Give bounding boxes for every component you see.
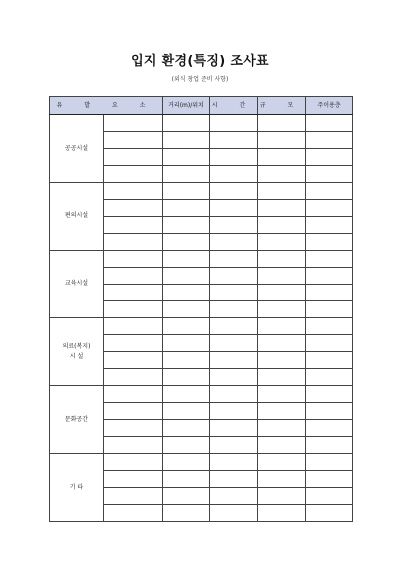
- entry-cell[interactable]: [210, 487, 258, 504]
- entry-cell[interactable]: [210, 301, 258, 318]
- entry-cell[interactable]: [104, 420, 163, 437]
- entry-cell[interactable]: [104, 352, 163, 369]
- entry-cell[interactable]: [210, 335, 258, 352]
- entry-cell[interactable]: [210, 284, 258, 301]
- entry-cell[interactable]: [210, 318, 258, 335]
- entry-cell[interactable]: [306, 250, 353, 267]
- entry-cell[interactable]: [104, 284, 163, 301]
- entry-cell[interactable]: [163, 487, 210, 504]
- entry-cell[interactable]: [306, 148, 353, 165]
- entry-cell[interactable]: [306, 403, 353, 420]
- entry-cell[interactable]: [210, 352, 258, 369]
- category-label-public: 공공시설: [50, 115, 104, 183]
- entry-cell[interactable]: [306, 115, 353, 132]
- entry-cell[interactable]: [258, 165, 306, 182]
- entry-cell[interactable]: [163, 148, 210, 165]
- entry-cell[interactable]: [306, 318, 353, 335]
- entry-cell[interactable]: [258, 437, 306, 454]
- entry-cell[interactable]: [104, 148, 163, 165]
- table-header-row: [50, 97, 353, 115]
- category-label-other: 기 타: [50, 454, 104, 522]
- entry-cell[interactable]: [258, 284, 306, 301]
- entry-cell[interactable]: [306, 369, 353, 386]
- table-row: [50, 250, 353, 267]
- entry-cell[interactable]: [306, 335, 353, 352]
- entry-cell[interactable]: [163, 504, 210, 521]
- entry-cell[interactable]: [210, 267, 258, 284]
- entry-cell[interactable]: [210, 471, 258, 488]
- entry-cell[interactable]: [163, 471, 210, 488]
- entry-cell[interactable]: [163, 386, 210, 403]
- entry-cell[interactable]: [210, 165, 258, 182]
- category-label-medical: 의료(복지) 시 설: [50, 318, 104, 386]
- entry-cell[interactable]: [306, 471, 353, 488]
- entry-cell[interactable]: [163, 131, 210, 148]
- entry-cell[interactable]: [258, 454, 306, 471]
- entry-cell[interactable]: [163, 216, 210, 233]
- entry-cell[interactable]: [163, 403, 210, 420]
- entry-cell[interactable]: [210, 504, 258, 521]
- entry-cell[interactable]: [163, 233, 210, 250]
- entry-cell[interactable]: [258, 148, 306, 165]
- entry-cell[interactable]: [306, 199, 353, 216]
- entry-cell[interactable]: [210, 403, 258, 420]
- entry-cell[interactable]: [258, 182, 306, 199]
- entry-cell[interactable]: [306, 454, 353, 471]
- entry-cell[interactable]: [258, 471, 306, 488]
- entry-cell[interactable]: [258, 301, 306, 318]
- entry-cell[interactable]: [210, 115, 258, 132]
- entry-cell[interactable]: [258, 403, 306, 420]
- entry-cell[interactable]: [104, 267, 163, 284]
- entry-cell[interactable]: [163, 165, 210, 182]
- entry-cell[interactable]: [104, 437, 163, 454]
- category-label-culture: 문화공간: [50, 386, 104, 454]
- entry-cell[interactable]: [258, 318, 306, 335]
- entry-cell[interactable]: [104, 318, 163, 335]
- entry-cell[interactable]: [163, 437, 210, 454]
- entry-cell[interactable]: [306, 284, 353, 301]
- entry-cell[interactable]: [258, 352, 306, 369]
- entry-cell[interactable]: [210, 233, 258, 250]
- entry-cell[interactable]: [104, 250, 163, 267]
- entry-cell[interactable]: [104, 233, 163, 250]
- page-subtitle: (외식 창업 준비 사항): [171, 76, 229, 83]
- entry-cell[interactable]: [210, 386, 258, 403]
- entry-cell[interactable]: [306, 131, 353, 148]
- header-scale: 규 모: [258, 97, 306, 115]
- entry-cell[interactable]: [306, 352, 353, 369]
- entry-cell[interactable]: [104, 335, 163, 352]
- entry-cell[interactable]: [306, 386, 353, 403]
- survey-body: [50, 115, 353, 522]
- entry-cell[interactable]: [210, 131, 258, 148]
- entry-cell[interactable]: [306, 437, 353, 454]
- entry-cell[interactable]: [104, 131, 163, 148]
- entry-cell[interactable]: [104, 182, 163, 199]
- entry-cell[interactable]: [306, 301, 353, 318]
- entry-cell[interactable]: [104, 504, 163, 521]
- entry-cell[interactable]: [210, 454, 258, 471]
- entry-cell[interactable]: [163, 369, 210, 386]
- entry-cell[interactable]: [104, 369, 163, 386]
- table-row: [50, 454, 353, 471]
- entry-cell[interactable]: [258, 115, 306, 132]
- entry-cell[interactable]: [258, 420, 306, 437]
- table-row: [50, 115, 353, 132]
- entry-cell[interactable]: [163, 420, 210, 437]
- entry-cell[interactable]: [163, 318, 210, 335]
- entry-cell[interactable]: [306, 216, 353, 233]
- entry-cell[interactable]: [306, 233, 353, 250]
- entry-cell[interactable]: [210, 369, 258, 386]
- entry-cell[interactable]: [306, 182, 353, 199]
- entry-cell[interactable]: [306, 504, 353, 521]
- entry-cell[interactable]: [104, 403, 163, 420]
- entry-cell[interactable]: [104, 301, 163, 318]
- entry-cell[interactable]: [210, 420, 258, 437]
- entry-cell[interactable]: [104, 487, 163, 504]
- header-main-users: 주이용층: [306, 97, 353, 115]
- entry-cell[interactable]: [258, 369, 306, 386]
- table-row: [50, 182, 353, 199]
- entry-cell[interactable]: [210, 199, 258, 216]
- entry-cell[interactable]: [104, 216, 163, 233]
- entry-cell[interactable]: [210, 182, 258, 199]
- entry-cell[interactable]: [163, 115, 210, 132]
- entry-cell[interactable]: [210, 148, 258, 165]
- entry-cell[interactable]: [306, 487, 353, 504]
- entry-cell[interactable]: [104, 115, 163, 132]
- entry-cell[interactable]: [104, 386, 163, 403]
- entry-cell[interactable]: [163, 182, 210, 199]
- entry-cell[interactable]: [104, 471, 163, 488]
- entry-cell[interactable]: [163, 301, 210, 318]
- entry-cell[interactable]: [163, 267, 210, 284]
- table-row: [50, 318, 353, 335]
- entry-cell[interactable]: [258, 335, 306, 352]
- entry-cell[interactable]: [210, 437, 258, 454]
- header-time: 시 간: [210, 97, 258, 115]
- entry-cell[interactable]: [104, 165, 163, 182]
- entry-cell[interactable]: [163, 250, 210, 267]
- entry-cell[interactable]: [163, 284, 210, 301]
- category-label-convenience: 편의시설: [50, 182, 104, 250]
- entry-cell[interactable]: [163, 454, 210, 471]
- table-row: [50, 386, 353, 403]
- page-title: 입지 환경(특징) 조사표: [131, 54, 269, 69]
- entry-cell[interactable]: [163, 335, 210, 352]
- entry-cell[interactable]: [104, 454, 163, 471]
- category-label-education: 교육시설: [50, 250, 104, 318]
- entry-cell[interactable]: [258, 386, 306, 403]
- entry-cell[interactable]: [210, 250, 258, 267]
- entry-cell[interactable]: [163, 352, 210, 369]
- header-distance: 거리(m)/위치: [163, 97, 210, 115]
- entry-cell[interactable]: [306, 267, 353, 284]
- entry-cell[interactable]: [104, 199, 163, 216]
- entry-cell[interactable]: [258, 216, 306, 233]
- entry-cell[interactable]: [258, 504, 306, 521]
- survey-table: [49, 96, 353, 522]
- entry-cell[interactable]: [258, 487, 306, 504]
- entry-cell[interactable]: [306, 165, 353, 182]
- entry-cell[interactable]: [210, 216, 258, 233]
- entry-cell[interactable]: [258, 199, 306, 216]
- header-factor: 유 발 요 소: [50, 97, 163, 115]
- entry-cell[interactable]: [258, 267, 306, 284]
- entry-cell[interactable]: [163, 199, 210, 216]
- entry-cell[interactable]: [258, 250, 306, 267]
- entry-cell[interactable]: [258, 131, 306, 148]
- entry-cell[interactable]: [306, 420, 353, 437]
- entry-cell[interactable]: [258, 233, 306, 250]
